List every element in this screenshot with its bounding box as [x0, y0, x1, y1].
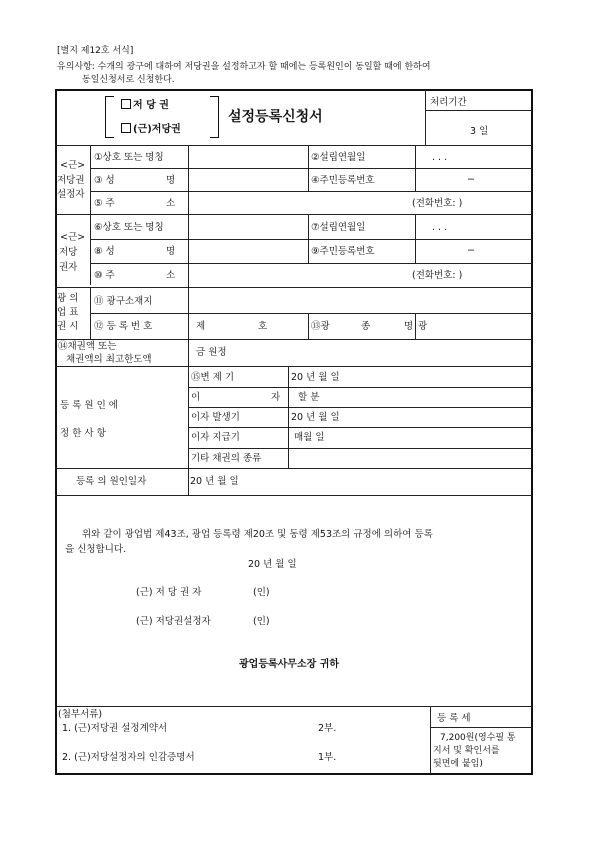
field-8-label-a: ⑧ 성: [94, 246, 115, 257]
checkbox-icon[interactable]: [121, 99, 131, 109]
field-13-label-a: ⑬광: [311, 321, 330, 332]
field-12-label: ⑫ 등 록 번 호: [94, 321, 153, 332]
attachment-2-count: 1부.: [318, 752, 337, 763]
cause-date-label: 등록 의 원인일자: [76, 476, 147, 487]
field-6-input[interactable]: [190, 216, 306, 237]
interest-start-value[interactable]: 20 년 월 일: [291, 412, 340, 423]
interest-label-a: 이: [191, 392, 201, 403]
field-8-label-b: 명: [166, 246, 176, 257]
field-12-value-b[interactable]: 호: [258, 321, 268, 332]
mortgagee-group-l3: 권자: [59, 262, 78, 273]
fee-line1: 7,200원(영수필 통: [440, 733, 516, 743]
cause-label-l2: 정 한 사 항: [60, 428, 106, 439]
signer-mortgagor-seal[interactable]: (인): [253, 616, 270, 627]
field-10-label-a: ⑩ 주: [94, 270, 115, 281]
interest-label-b: 자: [271, 392, 281, 403]
field-12-value-a[interactable]: 제: [196, 321, 206, 332]
fee-label: 등 록 세: [437, 713, 471, 724]
field-10-label-b: 소: [166, 270, 176, 281]
field-5-label-b: 소: [166, 198, 176, 209]
field-2-value[interactable]: . . .: [432, 152, 448, 163]
signer-mortgagee-seal[interactable]: (인): [253, 587, 270, 598]
field-4-value[interactable]: −: [467, 174, 475, 185]
field-9-label: ⑨주민등록번호: [311, 246, 375, 257]
application-date[interactable]: 20 년 월 일: [248, 559, 297, 570]
addressee: 광업등록사무소장 귀하: [239, 659, 340, 670]
field-13-value[interactable]: 광: [418, 321, 428, 332]
field-2-label: ②설립연월일: [311, 152, 366, 163]
mortgagor-group-l1: <근>: [60, 160, 86, 171]
field-13-label-c: 명: [404, 321, 414, 332]
checkbox-icon[interactable]: [121, 123, 131, 133]
field-10-input[interactable]: [190, 265, 406, 286]
field-1-input[interactable]: [190, 147, 306, 167]
repayment-label: ⑮변 제 기: [191, 372, 235, 383]
field-1-label: ①상호 또는 명칭: [94, 152, 164, 163]
other-claim-label: 기타 채권의 종류: [191, 453, 262, 464]
mine-group-l2: 업 표: [57, 307, 79, 318]
notice-line2: 동일신청서로 신청한다.: [82, 75, 175, 85]
mortgagee-group-l1: <근>: [60, 232, 86, 243]
repayment-value[interactable]: 20 년 월 일: [291, 372, 340, 383]
field-4-label: ④주민등록번호: [311, 175, 375, 186]
mine-group-l3: 권 시: [57, 321, 79, 332]
field-5-input[interactable]: [190, 193, 406, 213]
mine-group-l1: 광 의: [57, 293, 79, 304]
processing-period-value: 3 일: [470, 126, 489, 137]
field-13-label-b: 종: [361, 321, 371, 332]
signer-mortgagee-label: (근) 저 당 권 자: [136, 587, 202, 598]
notice-line1: 유의사항: 수개의 광구에 대하여 저당권을 설정하고자 할 때에는 등록원인이 동일할 때에 한하여: [57, 62, 431, 72]
field-9-value[interactable]: −: [467, 245, 475, 256]
field-10-phone[interactable]: (전화번호: ): [412, 270, 463, 281]
attachment-1: 1. (근)저당권 설정계약서: [62, 723, 168, 734]
statement-line2: 을 신청합니다.: [65, 544, 127, 555]
attachments-header: (첨부서류): [58, 709, 103, 720]
mortgagee-group-l2: 저당: [59, 247, 78, 258]
cause-label-l1: 등 록 원 인 에: [60, 400, 118, 411]
claim-label-l1: ⑭채권액 또는: [58, 341, 117, 352]
field-11-label: ⑪ 광구소재지: [94, 296, 153, 307]
field-3-input[interactable]: [190, 170, 306, 190]
field-8-input[interactable]: [190, 241, 306, 262]
mortgagor-group-l3: 설정자: [57, 189, 85, 200]
cause-date-value[interactable]: 20 년 월 일: [190, 476, 239, 487]
attachment-1-count: 2부.: [318, 723, 337, 734]
interest-pay-label: 이자 지급기: [191, 432, 240, 443]
option-mortgage[interactable]: 저 당 권: [121, 99, 169, 111]
other-claim-input[interactable]: [290, 450, 530, 467]
field-7-label: ⑦설립연월일: [311, 222, 366, 233]
statement-line1: 위와 같이 광업법 제43조, 광업 등록령 제20조 및 동령 제53조의 규정에 의하여 등록: [82, 529, 433, 540]
attachment-2: 2. (근)저당설정자의 인감증명서: [62, 752, 195, 763]
mortgagor-group-l2: 저당권: [57, 175, 85, 186]
field-7-value[interactable]: . . .: [432, 222, 448, 233]
field-5-phone[interactable]: (전화번호: ): [412, 198, 463, 209]
page-title: 설정등록신청서: [228, 109, 323, 125]
field-11-input[interactable]: [190, 289, 530, 311]
field-3-label-a: ③ 성: [94, 175, 115, 186]
option-root-mortgage[interactable]: (근)저당권: [121, 123, 181, 135]
field-5-label-a: ⑤ 주: [94, 198, 115, 209]
interest-value[interactable]: 할 분: [298, 392, 320, 403]
processing-period-label: 처리기간: [430, 97, 467, 108]
interest-start-label: 이자 발생기: [191, 412, 240, 423]
field-3-label-b: 명: [166, 175, 176, 186]
interest-pay-value[interactable]: 매월 일: [294, 432, 325, 443]
fee-line2: 지서 및 확인서를: [433, 746, 500, 756]
claim-label-l2: 채권액의 최고한도액: [66, 354, 152, 365]
fee-line3: 뒷면에 붙임): [433, 759, 483, 769]
form-number: [별지 제12호 서식]: [57, 46, 134, 56]
claim-value[interactable]: 금 원정: [196, 347, 227, 358]
field-6-label: ⑥상호 또는 명칭: [94, 222, 164, 233]
signer-mortgagor-label: (근) 저당권설정자: [136, 616, 211, 627]
